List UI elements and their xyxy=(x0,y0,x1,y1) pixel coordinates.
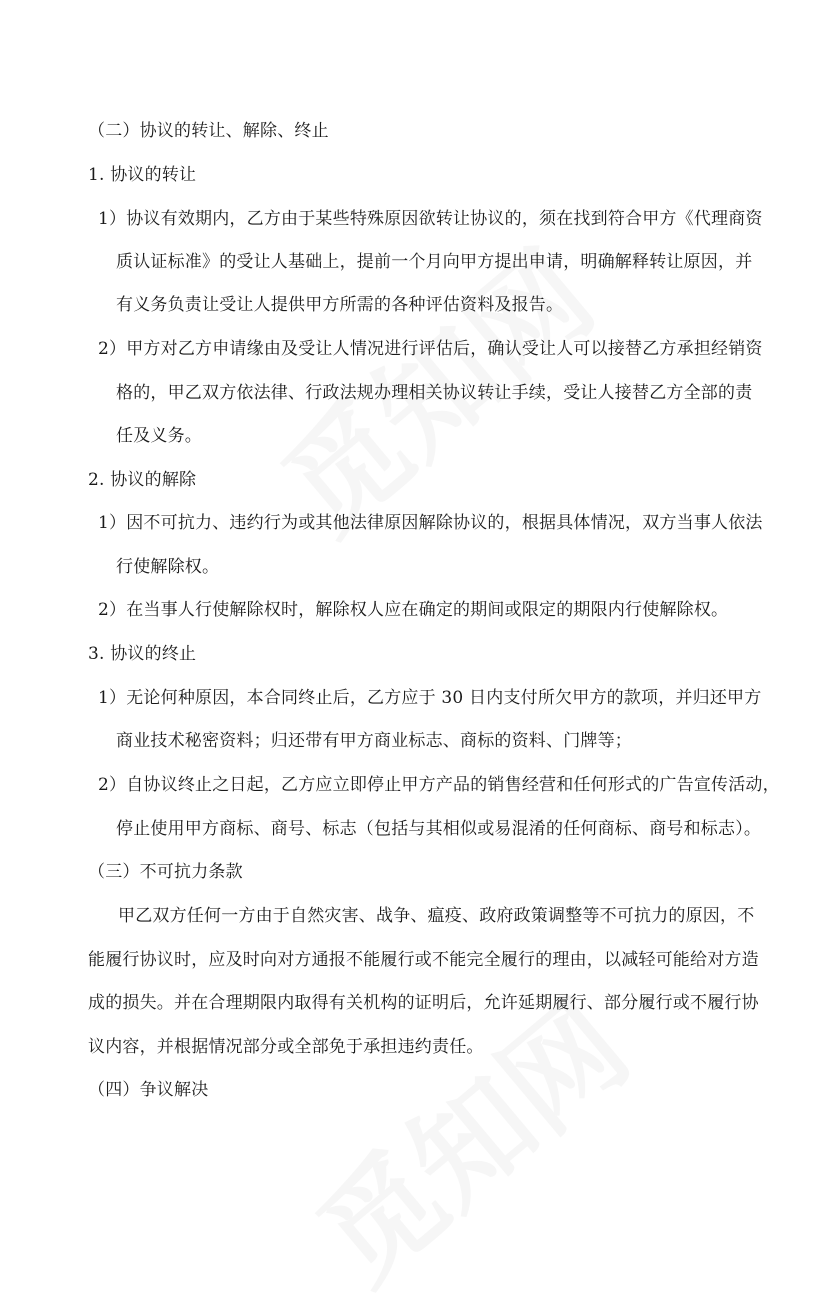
transfer-item1-line2: 质认证标准》的受让人基础上，提前一个月向甲方提出申请，明确解释转让原因，并 xyxy=(116,252,753,272)
force-majeure-para-line2: 能履行协议时，应及时向对方通报不能履行或不能完全履行的理由，以减轻可能给对方造 xyxy=(88,950,759,970)
subsection-title-termination: 3. 协议的终止 xyxy=(88,644,197,664)
termination-item1-line2: 商业技术秘密资料；归还带有甲方商业标志、商标的资料、门牌等； xyxy=(116,731,632,751)
termination-item1-line1: 1）无论何种原因，本合同终止后，乙方应于 30 日内支付所欠甲方的款项，并归还甲方 xyxy=(98,688,762,708)
transfer-item1-line1: 1）协议有效期内，乙方由于某些特殊原因欲转让协议的，须在找到符合甲方《代理商资 xyxy=(98,209,763,229)
transfer-item2-line2: 格的，甲乙双方依法律、行政法规办理相关协议转让手续，受让人接替乙方全部的责 xyxy=(116,383,753,403)
force-majeure-para-line3: 成的损失。并在合理期限内取得有关机构的证明后，允许延期履行、部分履行或不履行协 xyxy=(88,993,759,1013)
force-majeure-para-line4: 议内容，并根据情况部分或全部免于承担违约责任。 xyxy=(88,1037,484,1057)
section-heading-transfer: （二）协议的转让、解除、终止 xyxy=(88,121,329,141)
transfer-item2-line1: 2）甲方对乙方申请缘由及受让人情况进行评估后，确认受让人可以接替乙方承担经销资 xyxy=(98,339,763,359)
termination-item2-line2: 停止使用甲方商标、商号、标志（包括与其相似或易混淆的任何商标、商号和标志）。 xyxy=(116,819,762,839)
section-heading-force-majeure: （三）不可抗力条款 xyxy=(88,862,243,882)
transfer-item2-line3: 任及义务。 xyxy=(116,426,202,446)
rescission-item1-line1: 1）因不可抗力、违约行为或其他法律原因解除协议的，根据具体情况，双方当事人依法 xyxy=(98,513,763,533)
rescission-item2-line1: 2）在当事人行使解除权时，解除权人应在确定的期间或限定的期限内行使解除权。 xyxy=(98,600,729,620)
subsection-title-rescission: 2. 协议的解除 xyxy=(88,470,197,490)
section-heading-dispute: （四）争议解决 xyxy=(88,1080,209,1100)
subsection-title-transfer: 1. 协议的转让 xyxy=(88,165,197,185)
transfer-item1-line3: 有义务负责让受让人提供甲方所需的各种评估资料及报告。 xyxy=(116,295,564,315)
force-majeure-para-line1: 甲乙双方任何一方由于自然灾害、战争、瘟疫、政府政策调整等不可抗力的原因，不 xyxy=(118,906,755,926)
termination-item2-line1: 2）自协议终止之日起，乙方应立即停止甲方产品的销售经营和任何形式的广告宣传活动， xyxy=(98,775,780,795)
rescission-item1-line2: 行使解除权。 xyxy=(116,557,220,577)
